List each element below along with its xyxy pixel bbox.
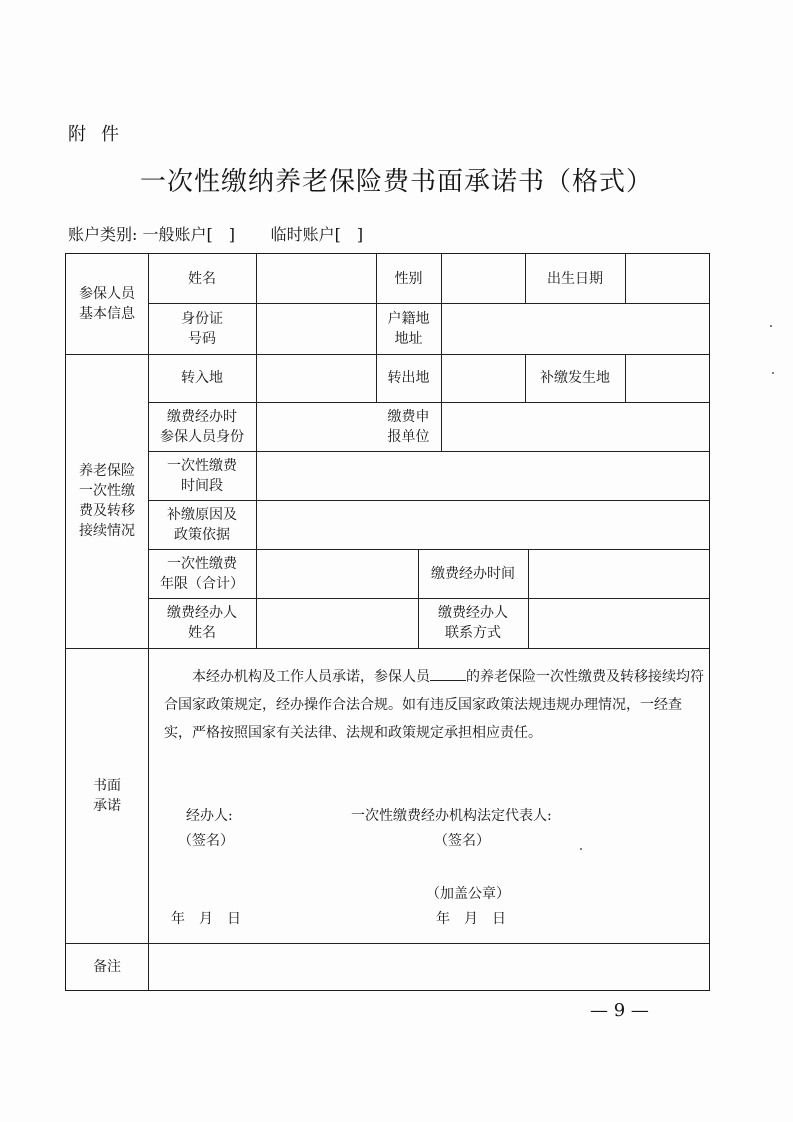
id-number-label: 身份证 号码 xyxy=(181,310,223,347)
payment-years-label: 一次性缴费 年限（合计） xyxy=(160,555,244,592)
legal-rep-label: 一次性缴费经办机构法定代表人: xyxy=(351,808,552,824)
gender-label: 性别 xyxy=(394,270,423,287)
name-label: 姓名 xyxy=(188,270,216,287)
insured-name-blank[interactable] xyxy=(430,665,466,681)
section-payment-transfer: 养老保险 一次性缴 费及转移 接续情况 xyxy=(79,463,135,539)
transfer-in-label: 转入地 xyxy=(181,370,223,386)
scan-speck xyxy=(580,848,582,850)
supplement-place-label: 补缴发生地 xyxy=(540,370,610,386)
section-written-pledge: 书面 承诺 xyxy=(93,777,121,814)
section-remarks: 备注 xyxy=(93,958,121,975)
handler-date-field[interactable]: 年 月 日 xyxy=(171,911,241,927)
pledge-area xyxy=(66,648,709,943)
page-number: — 9 — xyxy=(590,1000,649,1021)
handling-time-label: 缴费经办时间 xyxy=(431,565,515,582)
transfer-in-field[interactable] xyxy=(256,354,376,402)
reason-policy-label: 补缴原因及 政策依据 xyxy=(167,506,237,543)
handler-name-field[interactable] xyxy=(256,598,418,648)
official-seal-area: （加盖公章） xyxy=(426,886,510,902)
declaring-unit-field[interactable] xyxy=(441,402,709,451)
identity-at-payment-label: 缴费经办时 参保人员身份 xyxy=(160,408,244,445)
account-type-line xyxy=(68,222,363,245)
account-temporary-checkbox[interactable]: 临时账户[ ] xyxy=(270,225,364,244)
payment-period-field[interactable] xyxy=(256,451,709,500)
transfer-out-label: 转出地 xyxy=(387,370,430,386)
pledge-statement: 本经办机构及工作人员承诺，参保人员 的养老保险一次性缴费及转移接续均符合国家政策规定，经办操作合法合规。如有违反国家政策法规违规办理情况，一经查实，严格按照国家有关法律、法规和政策规定承担相应责任。 xyxy=(164,663,704,747)
birth-date-label: 出生日期 xyxy=(547,270,603,287)
legal-rep-signature-field[interactable]: （签名） xyxy=(434,833,490,849)
reason-policy-field[interactable] xyxy=(256,500,709,549)
account-general-checkbox[interactable]: 一般账户[ ] xyxy=(142,225,235,244)
section-basic-info: 参保人员 基本信息 xyxy=(79,286,135,322)
payment-period-label: 一次性缴费 时间段 xyxy=(167,457,237,494)
birth-date-field[interactable] xyxy=(625,254,709,303)
handler-signature-field[interactable]: （签名） xyxy=(178,833,234,849)
handler-signature-label: 经办人: xyxy=(186,808,233,824)
gender-field[interactable] xyxy=(441,254,525,303)
handler-contact-field[interactable] xyxy=(528,598,709,648)
payment-years-field[interactable] xyxy=(256,549,418,598)
supplement-place-field[interactable] xyxy=(625,354,709,402)
handler-contact-label: 缴费经办人 联系方式 xyxy=(438,605,508,641)
handling-time-field[interactable] xyxy=(528,549,709,598)
household-address-field[interactable] xyxy=(441,303,709,354)
page-title: 一次性缴纳养老保险费书面承诺书（格式） xyxy=(139,167,653,197)
legal-rep-date-field[interactable]: 年 月 日 xyxy=(436,911,506,927)
account-type-label: 账户类别: xyxy=(68,225,138,244)
scan-speck xyxy=(770,325,772,327)
transfer-out-field[interactable] xyxy=(441,354,525,402)
id-number-field[interactable] xyxy=(256,303,376,354)
scan-speck xyxy=(772,372,774,374)
identity-at-payment-field[interactable] xyxy=(256,402,376,451)
name-field[interactable] xyxy=(256,254,376,303)
remarks-field[interactable] xyxy=(148,943,709,990)
declaring-unit-label: 缴费申 报单位 xyxy=(387,408,430,445)
handler-name-label: 缴费经办人 姓名 xyxy=(167,605,237,641)
household-address-label: 户籍地 地址 xyxy=(387,310,430,347)
attachment-label: 附件 xyxy=(68,124,134,145)
pledge-form-table xyxy=(65,253,710,991)
